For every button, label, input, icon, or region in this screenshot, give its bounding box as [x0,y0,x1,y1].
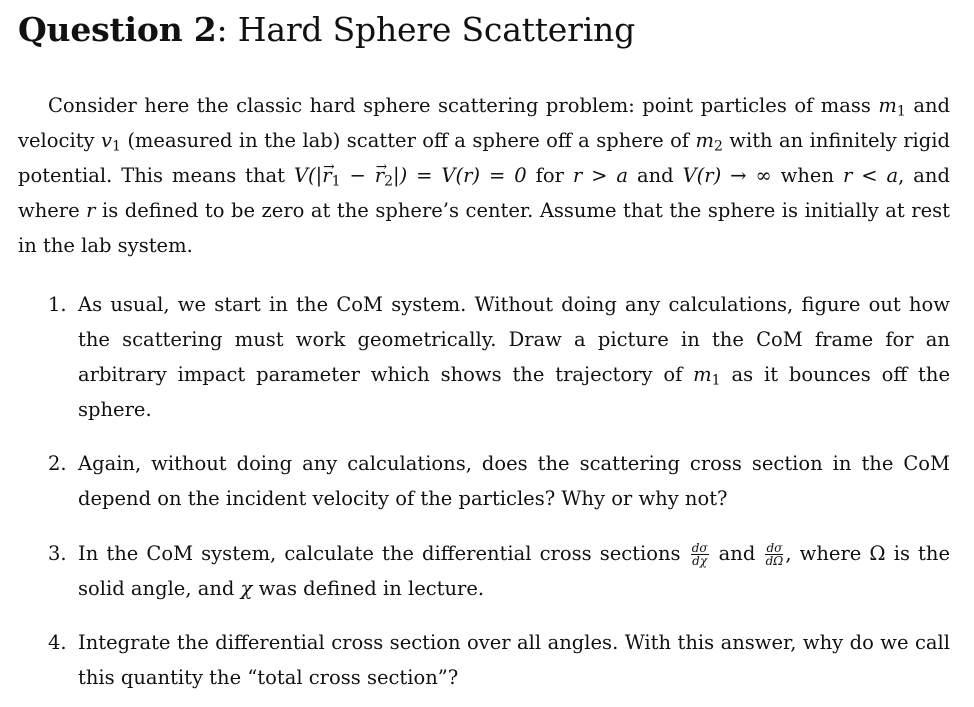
list-item [48,536,950,606]
question-title [18,10,635,49]
item-text: As usual, we start in the CoM system. Without doing any calculations, figure out how the scattering must work geometrically. Draw a picture in the CoM frame for an arbitrary impact parameter which shows the trajectory of $m_1$ as it bounces off the sphere. [78,293,950,421]
vector-r2: → r [375,158,384,193]
item-number: 3. [48,542,67,565]
potential-equation: $V(|\to r_1$ − → $r_2|) = V(r) = 0$ [294,164,527,187]
item-text: In the CoM system, calculate the differential cross sections $\frac{d\sigma}{d\chi}$ and $\frac{d\sigma}{d\Omega}$ , where Ω is the solid angle, and χ was defined in lecture. [78,541,950,600]
condition-infinite: V(r) → ∞ [682,164,772,187]
vector-r1: → r [322,158,331,193]
title-colon: : [216,10,228,49]
intro-paragraph: Consider here the classic hard sphere scattering problem: point particles of mass $m_1$ and velocity $v_1$ (measured in the lab) scatter off a sphere off a sphere of $m_2$ with an infinitely rigid potential. This means that $V(|\to r_1$ − → $r_2|) = V(r) = 0$ for r > a and V(r) → ∞ when r < a, and where r is defined to be zero at the sphere’s center. Assume that the sphere is initially at rest in the lab system. [18,88,950,263]
question-subject: Hard Sphere Scattering [237,10,636,49]
var-r: r [86,199,96,222]
omega-symbol: Ω [869,542,886,565]
fraction-dsigma-domega: $\frac{d\sigma}{d\Omega}$ [765,541,784,568]
condition-outside: r > a [572,164,629,187]
condition-inside: r < a [842,164,899,187]
chi-symbol: χ [240,577,253,600]
list-item [48,446,950,516]
item-number: 2. [48,452,67,475]
list-item [48,287,950,427]
mass-m1: $m_1$ [878,94,906,120]
item-number: 4. [48,631,67,654]
item-number: 1. [48,293,67,316]
mass-m2: $m_2$ [695,129,723,155]
item-text: Again, without doing any calculations, does the scattering cross section in the CoM depend on the incident velocity of the particles? Why or why not? [78,452,950,510]
item-text: Integrate the differential cross section over all angles. With this answer, why do we call this quantity the “total cross section”? [78,631,950,689]
mass-m1: $m_1$ [693,363,721,389]
velocity-v1: $v_1$ [100,129,121,155]
question-label: Question 2 [18,10,217,49]
list-item [48,625,950,695]
fraction-dsigma-dchi: $\frac{d\sigma}{d\chi}$ [691,541,708,568]
